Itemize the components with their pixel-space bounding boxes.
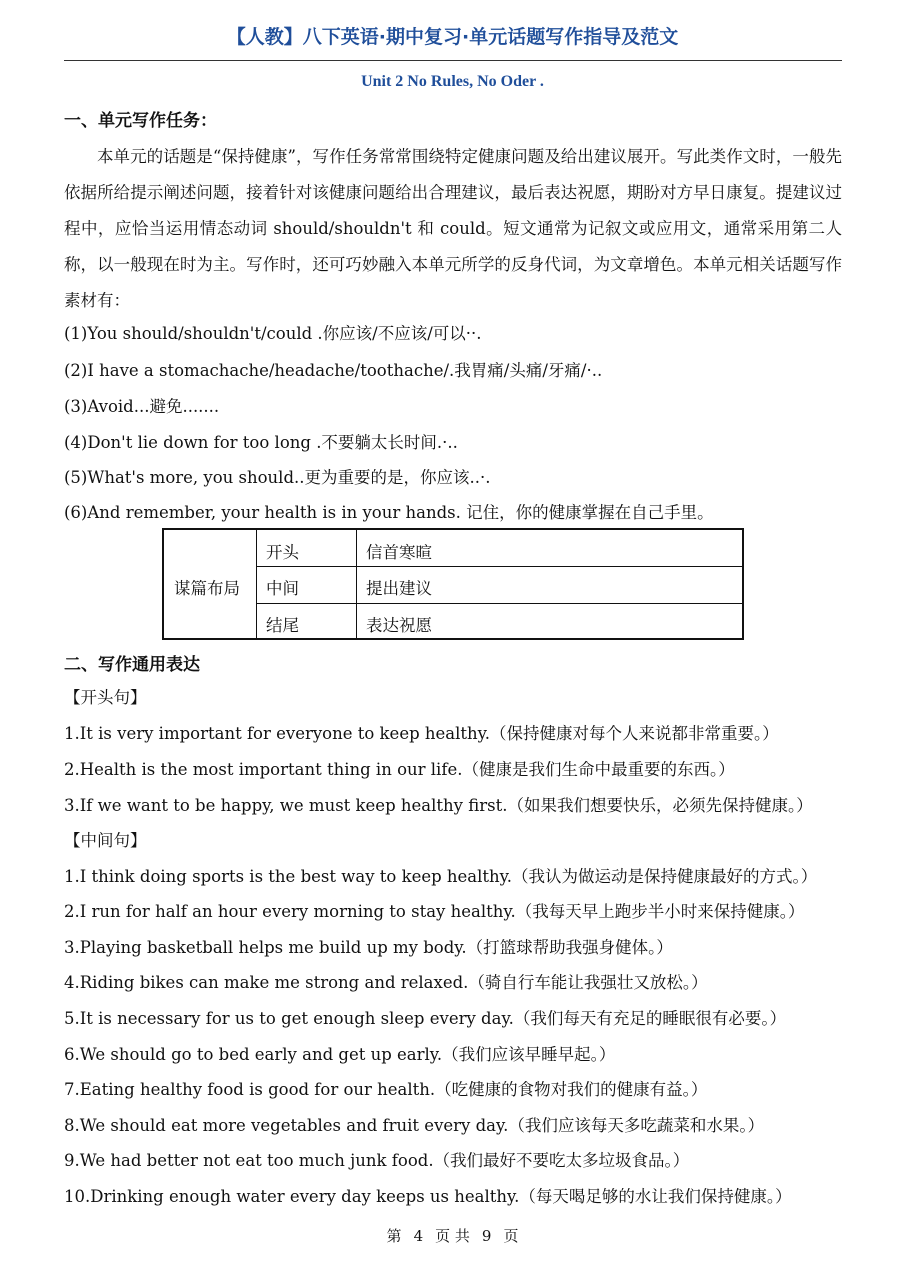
table-part: 开头 [266, 543, 299, 562]
section1-heading: 一、单元写作任务： [64, 111, 217, 131]
page-number: 4 [413, 1227, 424, 1245]
page-label: 页 [503, 1227, 519, 1245]
unit-title: Unit 2 No Rules, No Oder . [361, 73, 544, 90]
middle-sentence: 3.Playing basketball helps me build up my body.（打篮球帮助我强身健体。） [64, 938, 673, 957]
middle-sentence: 1.I think doing sports is the best way to keep healthy.（我认为做运动是保持健康最好的方式。） [64, 867, 818, 886]
material-item: (1)You should/shouldn't/could .你应该/不应该/可以··. [64, 324, 482, 343]
middle-sentence: 9.We had better not eat too much junk food.（我们最好不要吃太多垃圾食品。） [64, 1151, 690, 1170]
table-divider [256, 530, 257, 638]
page-label: 第 [386, 1227, 402, 1245]
middle-sentence: 6.We should go to bed early and get up early.（我们应该早睡早起。） [64, 1045, 616, 1064]
middle-sentence: 4.Riding bikes can make me strong and relaxed.（骑自行车能让我强壮又放松。） [64, 973, 708, 992]
material-item: (6)And remember, your health is in your hands. 记住，你的健康掌握在自己手里。 [64, 503, 714, 522]
opening-sentence: 2.Health is the most important thing in our life.（健康是我们生命中最重要的东西。） [64, 760, 735, 779]
document-header: 【人教】八下英语·期中复习·单元话题写作指导及范文 [226, 26, 679, 48]
page-label: 页 共 [435, 1227, 470, 1245]
table-divider [256, 603, 742, 604]
section1-paragraph-text: 本单元的话题是“保持健康”，写作任务常常围绕特定健康问题及给出建议展开。写此类作文时，一般先依据所给提示阐述问题，接着针对该健康问题给出合理建议，最后表达祝愿，期盼对方早日康复。提建议过程中，应恰当运用情态动词 should/shouldn't 和 could。短文通常为记叙文或应用文，通常采用第二人称，以一般现在时为主。写作时，还可巧妙融入本单元所学的反身代词，为文章增色。本单元相关话题写作素材有： [64, 147, 842, 310]
table-divider [356, 530, 357, 638]
material-item: (4)Don't lie down for too long .不要躺太长时间.·.. [64, 433, 458, 452]
middle-sentence: 5.It is necessary for us to get enough sleep every day.（我们每天有充足的睡眠很有必要。） [64, 1009, 787, 1028]
middle-label: 【中间句】 [64, 831, 147, 850]
middle-sentence: 7.Eating healthy food is good for our health.（吃健康的食物对我们的健康有益。） [64, 1080, 708, 1099]
section1-paragraph [64, 139, 842, 319]
middle-sentence: 8.We should eat more vegetables and fruit every day.（我们应该每天多吃蔬菜和水果。） [64, 1116, 765, 1135]
table-label: 谋篇布局 [174, 579, 240, 598]
material-item: (2)I have a stomachache/headache/toothache/.我胃痛/头痛/牙痛/·.. [64, 361, 603, 380]
opening-sentence: 3.If we want to be happy, we must keep healthy first.（如果我们想要快乐，必须先保持健康。） [64, 796, 813, 815]
opening-label: 【开头句】 [64, 688, 147, 707]
opening-sentence: 1.It is very important for everyone to keep healthy.（保持健康对每个人来说都非常重要。） [64, 724, 779, 743]
middle-sentence: 2.I run for half an hour every morning to stay healthy.（我每天早上跑步半小时来保持健康。） [64, 902, 805, 921]
table-content: 表达祝愿 [366, 616, 432, 635]
header-divider [64, 60, 842, 61]
middle-sentence: 10.Drinking enough water every day keeps us healthy.（每天喝足够的水让我们保持健康。） [64, 1187, 792, 1206]
page-total: 9 [481, 1227, 492, 1245]
table-divider [256, 566, 742, 567]
layout-table [162, 528, 744, 640]
table-content: 提出建议 [366, 579, 432, 598]
material-item: (5)What's more, you should..更为重要的是，你应该..·. [64, 468, 491, 487]
material-item: (3)Avoid...避免....... [64, 397, 220, 416]
page-footer [0, 1225, 905, 1246]
table-part: 中间 [266, 579, 299, 598]
table-content: 信首寒暄 [366, 543, 432, 562]
section2-heading: 二、写作通用表达 [64, 655, 200, 675]
table-part: 结尾 [266, 616, 299, 635]
